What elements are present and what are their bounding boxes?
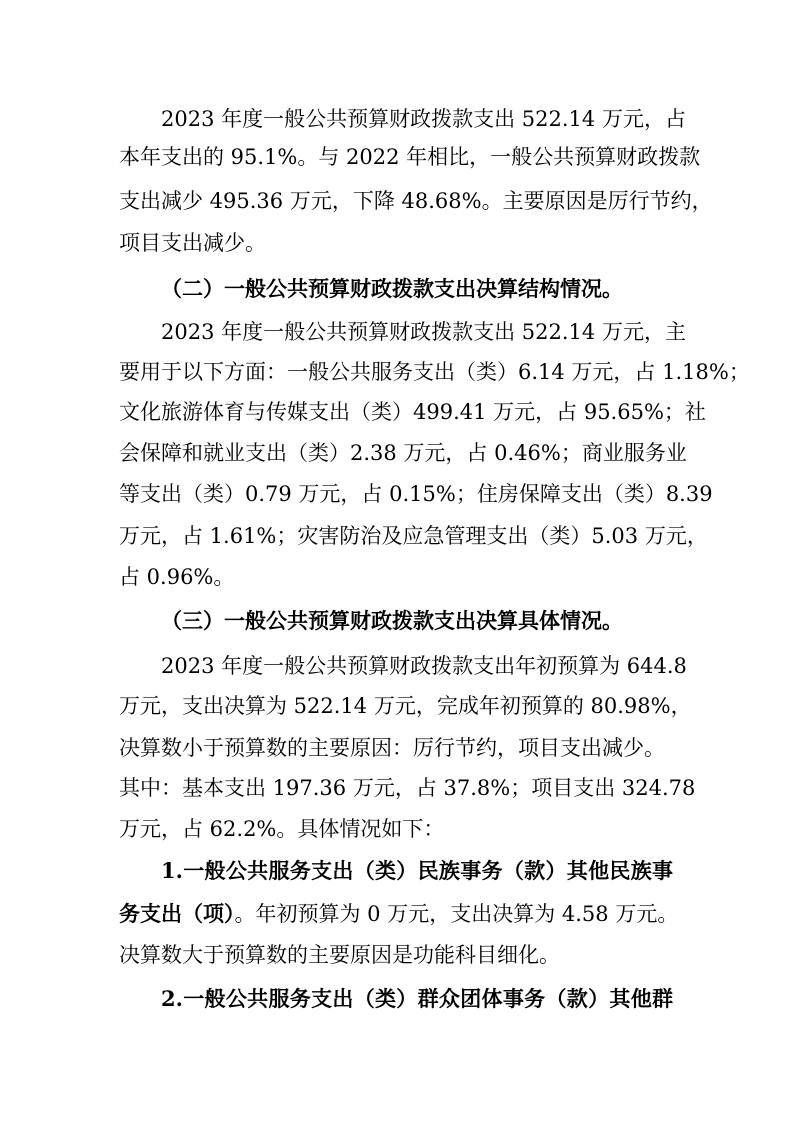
- paragraph-2-line-2: 要用于以下方面：一般公共服务支出（类）6.14 万元，占 1.18%；: [119, 360, 750, 384]
- paragraph-3-line-1: 2023 年度一般公共预算财政拨款支出年初预算为 644.8: [161, 654, 687, 678]
- paragraph-2-line-3: 文化旅游体育与传媒支出（类）499.41 万元，占 95.65%；社: [119, 400, 706, 424]
- paragraph-2-line-4: 会保障和就业支出（类）2.38 万元，占 0.46%；商业服务业: [119, 441, 687, 465]
- paragraph-1-line-2: 本年支出的 95.1%。与 2022 年相比，一般公共预算财政拨款: [119, 145, 701, 169]
- item-2-heading-line-1: 2.一般公共服务支出（类）群众团体事务（款）其他群: [161, 986, 673, 1011]
- paragraph-2-line-7: 占 0.96%。: [119, 565, 235, 589]
- paragraph-2-line-5: 等支出（类）0.79 万元，占 0.15%；住房保障支出（类）8.39: [119, 482, 713, 506]
- paragraph-3-line-5: 万元，占 62.2%。具体情况如下：: [119, 817, 445, 841]
- paragraph-3-line-3: 决算数小于预算数的主要原因：厉行节约，项目支出减少。: [119, 736, 665, 760]
- item-1-line-3: 决算数大于预算数的主要原因是功能科目细化。: [119, 943, 560, 967]
- paragraph-2-line-1: 2023 年度一般公共预算财政拨款支出 522.14 万元，主: [161, 320, 686, 344]
- item-1-line-2: [119, 896, 793, 932]
- paragraph-1-line-3: 支出减少 495.36 万元，下降 48.68%。主要原因是厉行节约，: [119, 189, 713, 213]
- paragraph-3-line-2: 万元，支出决算为 522.14 万元，完成年初预算的 80.98%，: [119, 694, 692, 718]
- item-1-line-2-text: 。年初预算为 0 万元，支出决算为 4.58 万元。: [234, 902, 679, 926]
- item-1-heading-line-1: 1.一般公共服务支出（类）民族事务（款）其他民族事: [161, 858, 673, 883]
- paragraph-2-line-6: 万元，占 1.61%；灾害防治及应急管理支出（类）5.03 万元，: [119, 524, 708, 548]
- paragraph-1-line-4: 项目支出减少。: [119, 231, 266, 255]
- item-1-heading-line-2: 务支出（项）: [119, 901, 235, 926]
- paragraph-3-line-4: 其中：基本支出 197.36 万元，占 37.8%；项目支出 324.78: [119, 776, 696, 800]
- section-heading-3: （三）一般公共预算财政拨款支出决算具体情况。: [161, 608, 623, 633]
- paragraph-1-line-1: 2023 年度一般公共预算财政拨款支出 522.14 万元，占: [161, 107, 686, 131]
- section-heading-2: （二）一般公共预算财政拨款支出决算结构情况。: [161, 276, 623, 301]
